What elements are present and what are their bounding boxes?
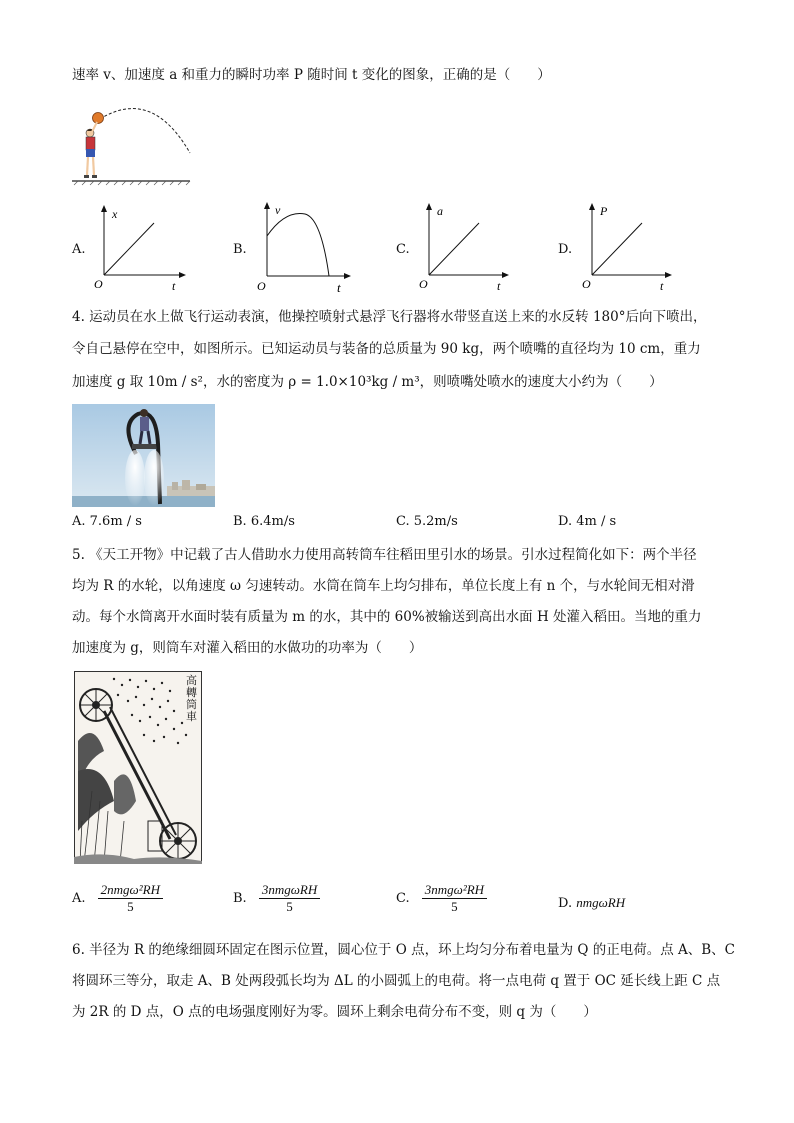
basketball-player-figure — [72, 105, 192, 190]
q5-option-d-expression: nmgωRH — [576, 895, 626, 910]
q4-option-d[interactable]: D. 4m / s — [558, 514, 617, 529]
q5-option-d-letter: D. — [558, 896, 573, 911]
q5-option-b[interactable] — [233, 882, 320, 915]
q3-graph-b-origin: O — [257, 279, 266, 293]
q5-option-a-numerator: 2nmgω²RH — [98, 882, 163, 899]
q5-stem-line4: 加速度为 g，则筒车对灌入稻田的水做功的功率为（ ） — [72, 640, 423, 656]
q5-stem-line2: 均为 R 的水轮，以角速度 ω 匀速转动。水筒在筒车上均匀排布，单位长度上有 n 个，与水轮间无相对滑 — [72, 578, 695, 594]
waterwheel-woodcut — [74, 671, 202, 864]
q3-graph-a — [92, 203, 187, 293]
q3-option-a-label[interactable]: A. — [72, 242, 86, 257]
q4-option-c[interactable]: C. 5.2m/s — [396, 514, 458, 529]
woodcut-caption: 高轉筒車 — [186, 674, 197, 723]
q3-option-d-label[interactable]: D. — [558, 242, 573, 257]
q3-graph-c — [417, 201, 512, 293]
q5-option-b-denominator: 5 — [286, 899, 293, 914]
flyboard-photo — [72, 404, 215, 507]
q6-stem-line1: 6. 半径为 R 的绝缘细圆环固定在图示位置，圆心位于 O 点，环上均匀分布着电量为 Q 的正电荷。点 A、B、C — [72, 942, 736, 958]
q4-option-a[interactable]: A. 7.6m / s — [72, 514, 142, 529]
q5-stem-line1: 5. 《天工开物》中记载了古人借助水力使用高转筒车往稻田里引水的场景。引水过程简化如下：两个半径 — [72, 547, 697, 563]
q4-stem-line1: 4. 运动员在水上做飞行运动表演，他操控喷射式悬浮飞行器将水带竖直送上来的水反转 180°后向下喷出， — [72, 309, 707, 325]
q5-option-c-letter: C. — [396, 891, 410, 906]
q3-option-b-label[interactable]: B. — [233, 242, 247, 257]
q5-stem-line3: 动。每个水筒离开水面时装有质量为 m 的水，其中的 60%被输送到高出水面 H 处灌入稻田。当地的重力 — [72, 609, 702, 625]
q3-graph-a-y-label: x — [112, 207, 118, 221]
q5-option-a-letter: A. — [72, 891, 86, 906]
q3-graph-b-y-label: v — [275, 203, 281, 217]
q3-graph-c-x-label: t — [497, 279, 501, 293]
q5-option-a-fraction — [98, 882, 163, 915]
q5-option-c-denominator: 5 — [451, 899, 458, 914]
q3-graph-b-x-label: t — [337, 280, 341, 295]
q3-stem: 速率 v、加速度 a 和重力的瞬时功率 P 随时间 t 变化的图象，正确的是（ ） — [72, 67, 551, 83]
q5-option-b-letter: B. — [233, 891, 247, 906]
q3-graph-d — [580, 201, 675, 293]
q4-stem-line3: 加速度 g 取 10m / s²，水的密度为 ρ = 1.0×10³kg / m³，则喷嘴处喷水的速度大小约为（ ） — [72, 374, 663, 390]
q4-stem-line2: 令自己悬停在空中，如图所示。已知运动员与装备的总质量为 90 kg，两个喷嘴的直径均为 10 cm，重力 — [72, 341, 701, 357]
q3-graph-c-origin: O — [419, 277, 428, 291]
q3-graph-a-x-label: t — [172, 279, 176, 293]
q6-stem-line3: 为 2R 的 D 点，O 点的电场强度刚好为零。圆环上剩余电荷分布不变，则 q 为（ ） — [72, 1004, 597, 1020]
q3-graph-a-origin: O — [94, 277, 103, 291]
q3-graph-d-origin: O — [582, 277, 591, 291]
q5-option-b-fraction — [259, 882, 320, 915]
q3-graph-c-y-label: a — [437, 204, 443, 218]
q5-option-c-numerator: 3nmgω²RH — [422, 882, 487, 899]
q4-option-b[interactable]: B. 6.4m/s — [233, 514, 295, 529]
q3-graph-d-y-label: P — [600, 204, 608, 218]
q5-option-a-denominator: 5 — [127, 899, 134, 914]
q5-option-a[interactable] — [72, 882, 163, 915]
q6-stem-line2: 将圆环三等分，取走 A、B 处两段弧长均为 ΔL 的小圆弧上的电荷。将一点电荷 q 置于 OC 延长线上距 C 点 — [72, 973, 721, 989]
q5-option-c-fraction — [422, 882, 487, 915]
q5-option-c[interactable] — [396, 882, 487, 915]
q3-graph-d-x-label: t — [660, 279, 664, 293]
q3-option-c-label[interactable]: C. — [396, 242, 410, 257]
q5-option-b-numerator: 3nmgωRH — [259, 882, 320, 899]
q3-graph-b — [255, 200, 355, 295]
q5-option-d[interactable] — [558, 895, 625, 911]
